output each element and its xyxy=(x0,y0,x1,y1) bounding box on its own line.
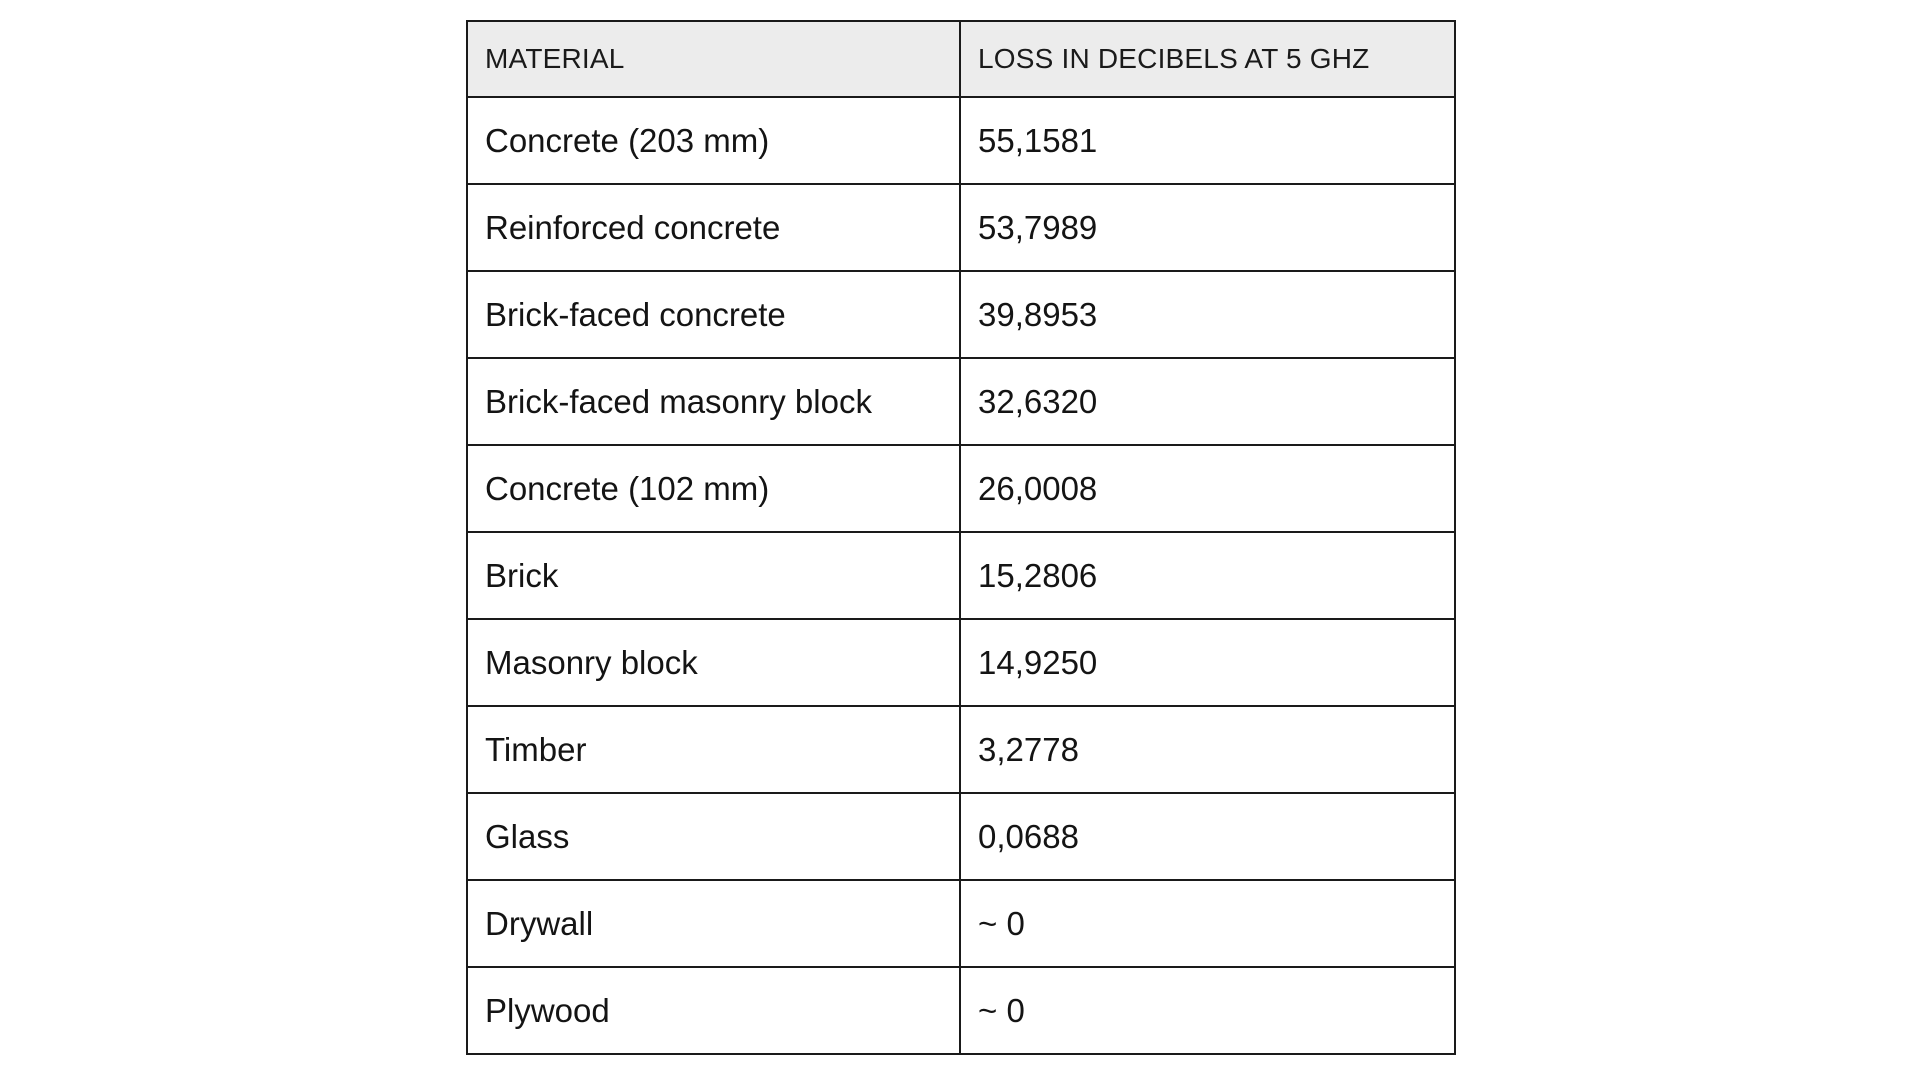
loss-value-cell: 39,8953 xyxy=(960,271,1455,358)
table-row xyxy=(467,358,1455,445)
table-row xyxy=(467,967,1455,1054)
table-row xyxy=(467,532,1455,619)
table-row xyxy=(467,184,1455,271)
table-row xyxy=(467,706,1455,793)
loss-value-cell: 55,1581 xyxy=(960,97,1455,184)
loss-value-cell: 3,2778 xyxy=(960,706,1455,793)
material-cell: Brick xyxy=(467,532,960,619)
table-row xyxy=(467,97,1455,184)
loss-value-cell: 26,0008 xyxy=(960,445,1455,532)
table-header-row xyxy=(467,21,1455,97)
table-row xyxy=(467,793,1455,880)
loss-value-cell: ~ 0 xyxy=(960,967,1455,1054)
material-cell: Masonry block xyxy=(467,619,960,706)
table-row xyxy=(467,445,1455,532)
loss-value-cell: 15,2806 xyxy=(960,532,1455,619)
loss-value-cell: 0,0688 xyxy=(960,793,1455,880)
material-cell: Reinforced concrete xyxy=(467,184,960,271)
loss-value-cell: ~ 0 xyxy=(960,880,1455,967)
material-cell: Brick-faced masonry block xyxy=(467,358,960,445)
material-cell: Concrete (102 mm) xyxy=(467,445,960,532)
header-material: MATERIAL xyxy=(467,21,960,97)
loss-value-cell: 14,9250 xyxy=(960,619,1455,706)
loss-value-cell: 53,7989 xyxy=(960,184,1455,271)
material-cell: Plywood xyxy=(467,967,960,1054)
table-row xyxy=(467,619,1455,706)
material-cell: Concrete (203 mm) xyxy=(467,97,960,184)
material-cell: Timber xyxy=(467,706,960,793)
material-loss-table xyxy=(466,20,1456,1055)
table-row xyxy=(467,880,1455,967)
material-loss-table-container xyxy=(466,20,1454,1055)
header-loss-db: LOSS IN DECIBELS AT 5 GHZ xyxy=(960,21,1455,97)
table-row xyxy=(467,271,1455,358)
material-cell: Drywall xyxy=(467,880,960,967)
loss-value-cell: 32,6320 xyxy=(960,358,1455,445)
material-cell: Glass xyxy=(467,793,960,880)
material-cell: Brick-faced concrete xyxy=(467,271,960,358)
